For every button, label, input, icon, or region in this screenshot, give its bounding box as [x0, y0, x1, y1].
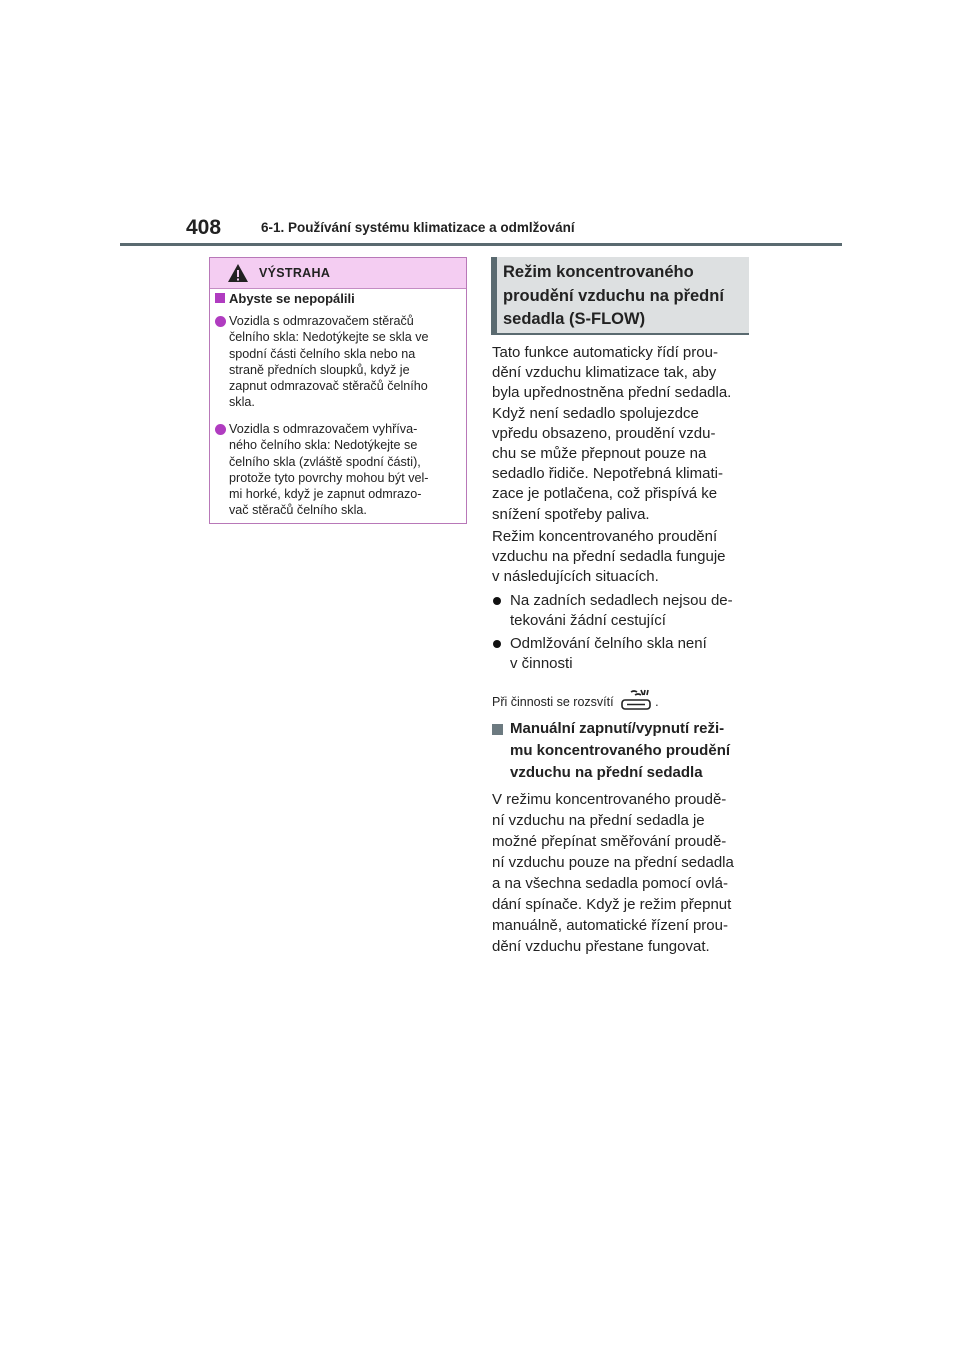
header-divider [120, 243, 842, 246]
list-item: Na zadních sedadlech nejsou de- tekováni žádní cestující [492, 591, 754, 631]
warning-item: Vozidla s odmrazovačem vyhříva- ného čelního skla: Nedotýkejte se čelního skla (zvláště spodní části), protože tyto povrchy mohou být vel- mi horké, když je zapnut odmrazo- vač stěračů čelního skla. [215, 421, 460, 519]
bullet-dot-icon [493, 640, 501, 648]
s-flow-indicator-icon [619, 688, 655, 712]
round-bullet-icon [215, 316, 226, 327]
section-heading: Režim koncentrovaného proudění vzduchu na přední sedadla (S-FLOW) [503, 263, 724, 328]
warning-header [210, 258, 466, 289]
warning-box [209, 257, 467, 524]
paragraph-intro: Tato funkce automaticky řídí prou- dění vzduchu klimatizace tak, aby byla upřednostněna přední sedadla. Když není sedadlo spolujezdce vpředu obsazeno, proudění vzdu- chu se může přepnout pouze na sedadlo řidiče. Nepotřebná klimati- zace je potlačena, což přispívá ke snížení spotřeby paliva. [492, 344, 732, 523]
subsection-heading: Manuální zapnutí/vypnutí reži- mu koncentrovaného proudění vzduchu na přední sedadla [492, 718, 754, 784]
square-bullet-icon [492, 724, 503, 735]
warning-triangle-icon [227, 263, 249, 283]
round-bullet-icon [215, 424, 226, 435]
warning-item: Vozidla s odmrazovačem stěračů čelního skla: Nedotýkejte se skla ve spodní části čelního skla nebo na straně předních sloupků, když je zapnut odmrazovač stěračů čelního skla. [215, 313, 460, 411]
warning-title: VÝSTRAHA [259, 266, 331, 280]
section-title: 6-1. Používání systému klimatizace a odmlžování [261, 220, 575, 235]
page-header [120, 212, 840, 246]
paragraph-manual: V režimu koncentrovaného proudě- ní vzduchu na přední sedadla je možné přepínat směřování proudě- ní vzduchu pouze na přední sedadla a na všechna sedadla pomocí ovlá- dání spínače. Když je režim přepnut manuálně, automatické řízení prou- dění vzduchu přestane fungovat. [492, 791, 734, 955]
indicator-note: Při činnosti se rozsvítí . [492, 688, 659, 712]
paragraph-conditions: Režim koncentrovaného proudění vzduchu na přední sedadla funguje v následujících situacích. [492, 528, 726, 586]
square-bullet-icon [215, 293, 225, 303]
list-item: Odmlžování čelního skla není v činnosti [492, 634, 754, 674]
page-number: 408 [186, 216, 222, 239]
section-heading-box [491, 257, 749, 335]
bullet-dot-icon [493, 597, 501, 605]
warning-subheading: Abyste se nepopálili [215, 291, 355, 306]
